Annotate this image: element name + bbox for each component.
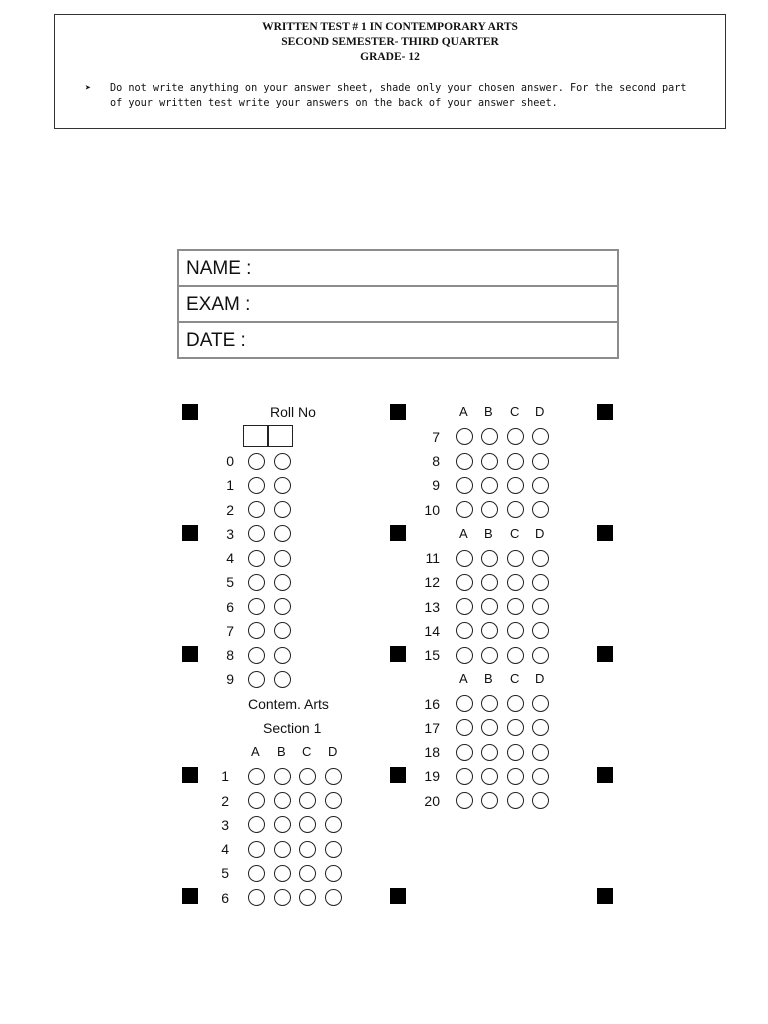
right-block2-choice-b: B: [484, 525, 493, 541]
question-number: 12: [424, 574, 440, 591]
registration-marker: [597, 767, 613, 783]
answer-bubble-b[interactable]: [481, 550, 498, 567]
registration-marker: [597, 404, 613, 420]
registration-marker: [390, 646, 406, 662]
roll-bubble-col2[interactable]: [274, 550, 291, 567]
roll-digit-label: 4: [226, 550, 234, 566]
answer-bubble-a[interactable]: [248, 889, 265, 906]
roll-digit-label: 5: [226, 574, 234, 591]
question-number: 5: [221, 865, 229, 882]
roll-bubble-col2[interactable]: [274, 622, 291, 639]
registration-marker: [597, 888, 613, 904]
roll-bubble-col2[interactable]: [274, 501, 291, 518]
roll-digit-label: 2: [226, 501, 234, 518]
roll-bubble-col1[interactable]: [248, 574, 265, 591]
question-number: 9: [432, 477, 440, 494]
question-number: 1: [221, 768, 229, 785]
question-number: 3: [221, 816, 229, 833]
registration-marker: [182, 525, 198, 541]
roll-digit-label: 9: [226, 671, 234, 688]
answer-bubble-d[interactable]: [532, 428, 549, 445]
answer-bubble-b[interactable]: [274, 889, 291, 906]
left-choice-c: C: [302, 744, 312, 759]
right-block1-choice-c: C: [510, 404, 520, 419]
question-number: 10: [424, 501, 440, 518]
answer-bubble-a[interactable]: [248, 768, 265, 785]
answer-bubble-d[interactable]: [532, 768, 549, 785]
title-line-1: WRITTEN TEST # 1 IN CONTEMPORARY ARTS: [262, 21, 518, 33]
answer-bubble-b[interactable]: [481, 695, 498, 712]
right-block2-choice-a: A: [459, 525, 468, 541]
right-block3-choice-c: C: [510, 671, 520, 687]
roll-bubble-col1[interactable]: [248, 598, 265, 615]
question-number: 7: [432, 428, 440, 445]
question-number: 2: [221, 792, 229, 809]
exam-label: EXAM :: [186, 294, 251, 315]
answer-bubble-b[interactable]: [274, 865, 291, 882]
answer-bubble-b[interactable]: [481, 719, 498, 736]
roll-digit-label: 6: [226, 598, 234, 615]
answer-bubble-a[interactable]: [456, 622, 473, 639]
roll-digit-label: 1: [226, 477, 234, 494]
arrow-bullet-icon: ➤: [85, 83, 92, 94]
answer-bubble-d[interactable]: [532, 695, 549, 712]
right-block1-choice-d: D: [535, 404, 545, 419]
left-choice-b: B: [277, 744, 286, 759]
answer-bubble-d[interactable]: [532, 598, 549, 615]
registration-marker: [182, 404, 198, 420]
answer-bubble-a[interactable]: [248, 841, 265, 858]
roll-digit-label: 3: [226, 525, 234, 542]
answer-bubble-b[interactable]: [481, 574, 498, 591]
answer-bubble-c[interactable]: [507, 647, 524, 664]
answer-bubble-a[interactable]: [456, 428, 473, 445]
roll-bubble-col1[interactable]: [248, 477, 265, 494]
roll-bubble-col2[interactable]: [274, 598, 291, 615]
right-block2-choice-d: D: [535, 525, 545, 541]
left-choice-d: D: [328, 744, 338, 759]
roll-bubble-col1[interactable]: [248, 501, 265, 518]
answer-bubble-a[interactable]: [456, 501, 473, 518]
roll-bubble-col2[interactable]: [274, 574, 291, 591]
roll-bubble-col1[interactable]: [248, 647, 265, 664]
student-info-box: [177, 249, 619, 359]
answer-bubble-d[interactable]: [532, 719, 549, 736]
question-number: 16: [424, 695, 440, 712]
question-number: 15: [424, 647, 440, 663]
right-block3-choice-d: D: [535, 671, 545, 687]
test-title: [55, 15, 725, 65]
answer-bubble-c[interactable]: [507, 501, 524, 518]
answer-bubble-b[interactable]: [481, 501, 498, 518]
answer-bubble-c[interactable]: [507, 622, 524, 639]
answer-bubble-b[interactable]: [481, 647, 498, 664]
registration-marker: [597, 646, 613, 662]
answer-bubble-c[interactable]: [507, 695, 524, 712]
answer-bubble-a[interactable]: [456, 647, 473, 664]
title-line-2: SECOND SEMESTER- THIRD QUARTER: [281, 36, 499, 48]
roll-bubble-col1[interactable]: [248, 453, 265, 470]
answer-bubble-c[interactable]: [299, 768, 316, 785]
answer-bubble-b[interactable]: [274, 792, 291, 809]
answer-bubble-c[interactable]: [299, 865, 316, 882]
answer-bubble-a[interactable]: [248, 865, 265, 882]
question-number: 6: [221, 889, 229, 906]
answer-bubble-a[interactable]: [456, 792, 473, 809]
answer-bubble-c[interactable]: [507, 719, 524, 736]
answer-bubble-c[interactable]: [507, 550, 524, 567]
answer-bubble-a[interactable]: [456, 477, 473, 494]
answer-bubble-a[interactable]: [248, 816, 265, 833]
registration-marker: [390, 404, 406, 420]
answer-bubble-d[interactable]: [532, 622, 549, 639]
roll-bubble-col1[interactable]: [248, 622, 265, 639]
roll-bubble-col2[interactable]: [274, 647, 291, 664]
roll-digit-label: 8: [226, 647, 234, 663]
question-number: 11: [425, 550, 440, 566]
answer-bubble-d[interactable]: [325, 841, 342, 858]
answer-bubble-d[interactable]: [532, 550, 549, 567]
answer-bubble-b[interactable]: [481, 453, 498, 470]
subject-label: Contem. Arts: [248, 695, 329, 712]
exam-field[interactable]: [179, 287, 617, 323]
question-number: 17: [424, 719, 440, 736]
answer-bubble-b[interactable]: [481, 477, 498, 494]
answer-bubble-b[interactable]: [481, 768, 498, 785]
registration-marker: [182, 888, 198, 904]
answer-bubble-b[interactable]: [481, 428, 498, 445]
roll-digit-box-2[interactable]: [268, 425, 293, 447]
answer-bubble-d[interactable]: [325, 889, 342, 906]
answer-bubble-b[interactable]: [481, 792, 498, 809]
right-block1-choice-a: A: [459, 404, 468, 419]
answer-bubble-c[interactable]: [299, 889, 316, 906]
answer-bubble-b[interactable]: [274, 816, 291, 833]
question-number: 18: [424, 744, 440, 760]
answer-bubble-c[interactable]: [507, 792, 524, 809]
answer-bubble-c[interactable]: [299, 841, 316, 858]
section-label: Section 1: [263, 719, 322, 736]
name-label: NAME :: [186, 258, 252, 279]
answer-bubble-d[interactable]: [532, 647, 549, 664]
registration-marker: [390, 888, 406, 904]
instruction-line-2: of your written test write your answers on the back of your answer sheet.: [110, 98, 558, 109]
answer-bubble-a[interactable]: [456, 744, 473, 761]
answer-bubble-b[interactable]: [481, 598, 498, 615]
roll-bubble-col1[interactable]: [248, 550, 265, 567]
answer-bubble-a[interactable]: [248, 792, 265, 809]
answer-bubble-c[interactable]: [507, 574, 524, 591]
question-number: 19: [424, 768, 440, 785]
roll-bubble-col2[interactable]: [274, 525, 291, 542]
roll-bubble-col2[interactable]: [274, 671, 291, 688]
registration-marker: [390, 767, 406, 783]
answer-bubble-b[interactable]: [481, 622, 498, 639]
answer-bubble-a[interactable]: [456, 453, 473, 470]
answer-bubble-d[interactable]: [532, 477, 549, 494]
roll-bubble-col1[interactable]: [248, 525, 265, 542]
answer-bubble-b[interactable]: [274, 768, 291, 785]
test-header: [54, 14, 726, 129]
right-block1-choice-b: B: [484, 404, 493, 419]
answer-bubble-b[interactable]: [274, 841, 291, 858]
answer-bubble-d[interactable]: [325, 816, 342, 833]
answer-bubble-d[interactable]: [325, 792, 342, 809]
roll-no-label: Roll No: [270, 404, 316, 420]
answer-bubble-d[interactable]: [532, 744, 549, 761]
answer-bubble-c[interactable]: [507, 598, 524, 615]
question-number: 8: [432, 453, 440, 469]
answer-bubble-a[interactable]: [456, 574, 473, 591]
roll-digit-box-1[interactable]: [243, 425, 268, 447]
answer-bubble-d[interactable]: [325, 865, 342, 882]
answer-bubble-c[interactable]: [299, 816, 316, 833]
roll-bubble-col2[interactable]: [274, 453, 291, 470]
registration-marker: [182, 767, 198, 783]
registration-marker: [597, 525, 613, 541]
answer-bubble-c[interactable]: [507, 744, 524, 761]
answer-bubble-d[interactable]: [532, 453, 549, 470]
roll-digit-label: 0: [226, 453, 234, 469]
right-block3-choice-a: A: [459, 671, 468, 687]
left-choice-a: A: [251, 744, 260, 759]
roll-bubble-col2[interactable]: [274, 477, 291, 494]
date-label: DATE :: [186, 330, 246, 351]
instruction-note: [85, 81, 710, 111]
instruction-line-1: Do not write anything on your answer sheet, shade only your chosen answer. For the second part: [110, 83, 687, 94]
answer-bubble-a[interactable]: [456, 719, 473, 736]
date-field[interactable]: [179, 323, 617, 359]
answer-bubble-c[interactable]: [507, 768, 524, 785]
answer-bubble-c[interactable]: [507, 428, 524, 445]
question-number: 4: [221, 841, 229, 857]
question-number: 13: [424, 598, 440, 615]
roll-digit-label: 7: [226, 622, 234, 639]
question-number: 14: [424, 622, 440, 639]
answer-bubble-d[interactable]: [325, 768, 342, 785]
registration-marker: [182, 646, 198, 662]
title-line-3: GRADE- 12: [360, 51, 420, 63]
answer-bubble-c[interactable]: [299, 792, 316, 809]
answer-bubble-d[interactable]: [532, 574, 549, 591]
answer-bubble-d[interactable]: [532, 501, 549, 518]
answer-bubble-a[interactable]: [456, 768, 473, 785]
registration-marker: [390, 525, 406, 541]
answer-bubble-a[interactable]: [456, 550, 473, 567]
roll-bubble-col1[interactable]: [248, 671, 265, 688]
answer-bubble-c[interactable]: [507, 453, 524, 470]
answer-bubble-a[interactable]: [456, 598, 473, 615]
answer-bubble-a[interactable]: [456, 695, 473, 712]
name-field[interactable]: [179, 251, 617, 287]
answer-bubble-d[interactable]: [532, 792, 549, 809]
answer-bubble-c[interactable]: [507, 477, 524, 494]
question-number: 20: [424, 792, 440, 809]
right-block2-choice-c: C: [510, 525, 520, 541]
answer-bubble-b[interactable]: [481, 744, 498, 761]
right-block3-choice-b: B: [484, 671, 493, 687]
